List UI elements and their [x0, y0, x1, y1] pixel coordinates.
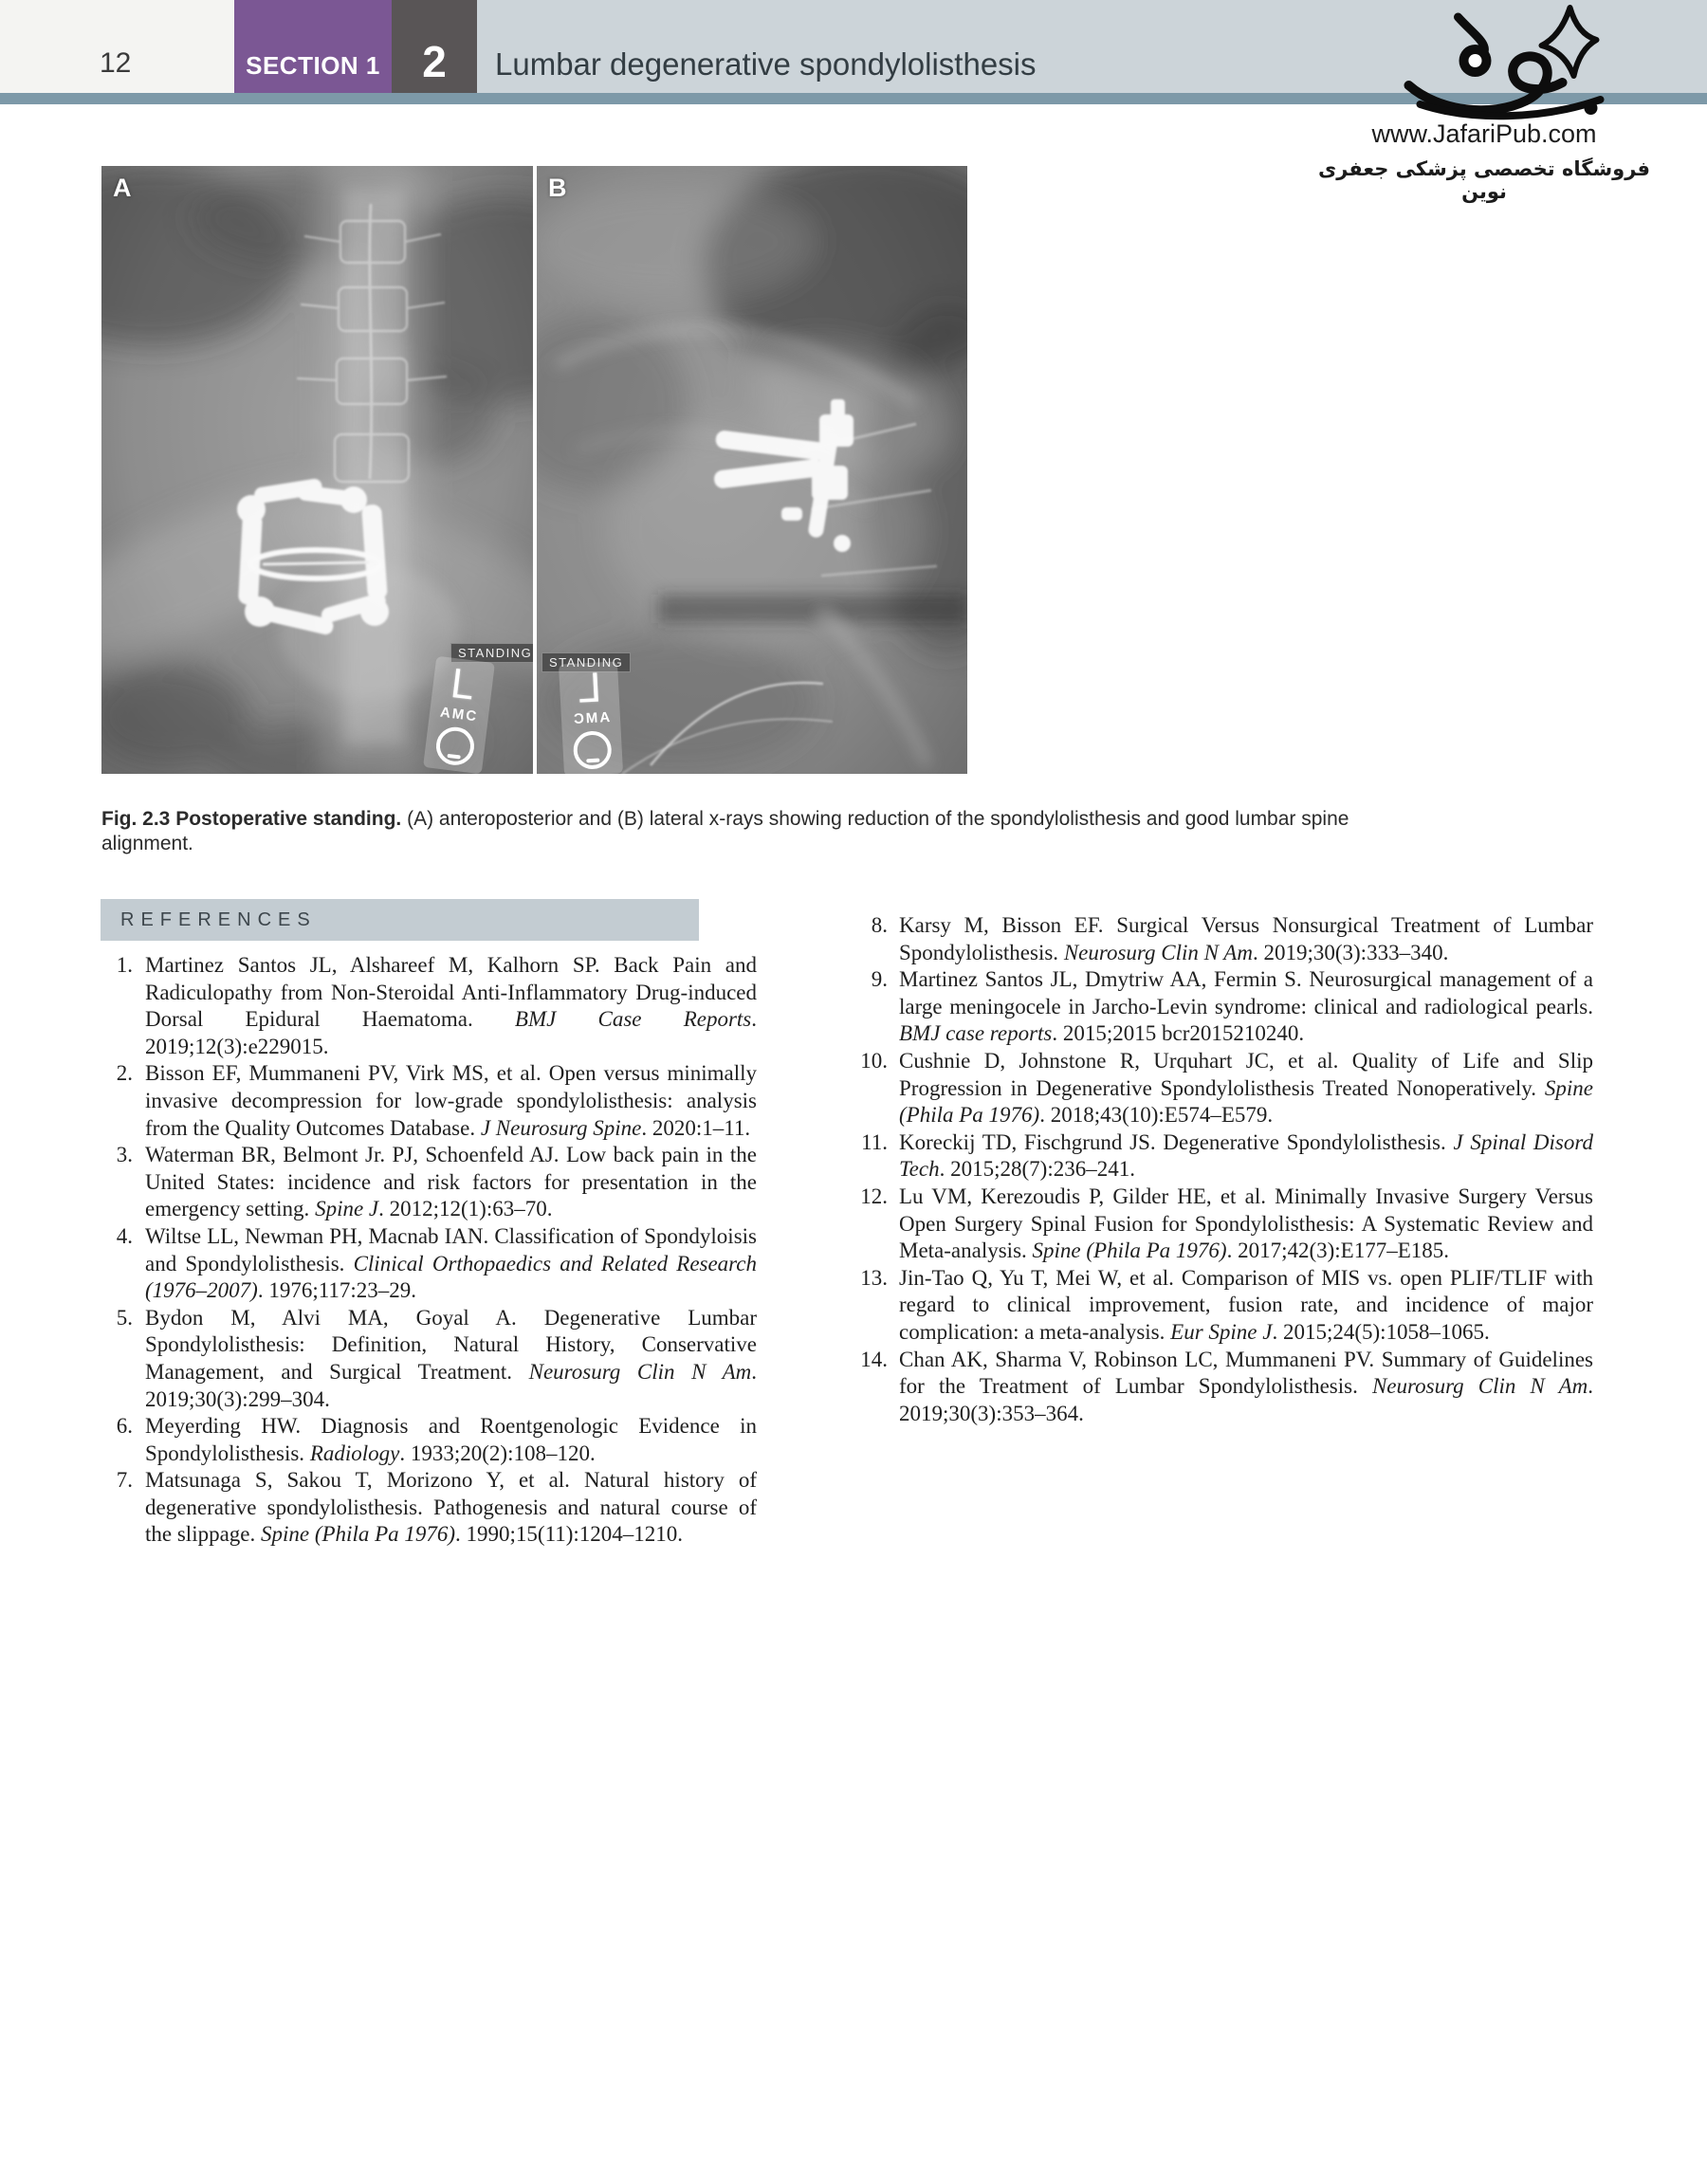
reference-number: 1. — [116, 953, 133, 977]
figure-caption-number: Fig. 2.3 — [101, 808, 171, 830]
reference-number: 13. — [860, 1265, 888, 1290]
reference-text: Bydon M, Alvi MA, Goyal A. Degenerative Lumbar Spondylolisthesis: Definition, Natural History, Conservative Management, and Surgical Treatment. Neurosurg Clin N Am. 2019;30(3):299–304. — [145, 1305, 757, 1411]
reference-number: 5. — [116, 1305, 133, 1330]
reference-item — [101, 1413, 757, 1467]
reference-text: Matsunaga S, Sakou T, Morizono Y, et al. Natural history of degenerative spondylolisthesis. Pathogenesis and natural course of the slippage. Spine (Phila Pa 1976). 1990;15(11):1204–1210. — [145, 1468, 757, 1547]
figure-2-3 — [101, 166, 967, 774]
panel-b-marker-ring-icon — [573, 730, 613, 770]
figure-caption-title: Postoperative standing. — [175, 808, 402, 830]
reference-number: 2. — [116, 1061, 133, 1086]
figure-caption — [101, 807, 1429, 856]
panel-a-left-marker-letter: L — [448, 659, 478, 709]
section-label: SECTION 1 — [246, 51, 380, 80]
panel-b-label: B — [548, 174, 567, 202]
panel-b-left-marker-letter: L — [576, 664, 602, 712]
reference-item — [101, 1060, 757, 1142]
reference-item — [852, 1184, 1593, 1265]
panel-b-marker-text: AMC — [571, 708, 611, 728]
jafari-calligraphy-logo-icon — [1399, 2, 1641, 123]
references-heading-bar — [101, 899, 699, 941]
reference-item — [852, 1129, 1593, 1184]
reference-number: 10. — [860, 1048, 888, 1073]
reference-number: 12. — [860, 1184, 888, 1208]
reference-text: Karsy M, Bisson EF. Surgical Versus Nonsurgical Treatment of Lumbar Spondylolisthesis. Neurosurg Clin N Am. 2019;30(3):333–340. — [899, 913, 1593, 964]
reference-number: 14. — [860, 1347, 888, 1371]
reference-item — [101, 1223, 757, 1305]
panel-a-standing-overlay: STANDING — [450, 643, 533, 663]
reference-text: Koreckij TD, Fischgrund JS. Degenerative Spondylolisthesis. J Spinal Disord Tech. 2015;28(7):236–241. — [899, 1129, 1593, 1182]
reference-text: Meyerding HW. Diagnosis and Roentgenologic Evidence in Spondylolisthesis. Radiology. 1933;20(2):108–120. — [145, 1414, 757, 1465]
panel-a-marker-text: AMC — [439, 704, 480, 725]
reference-item — [852, 1347, 1593, 1428]
reference-number: 9. — [871, 967, 888, 992]
reference-number: 3. — [116, 1143, 133, 1167]
chapter-number: 2 — [422, 37, 447, 86]
reference-number: 6. — [116, 1414, 133, 1439]
publisher-branding — [1304, 0, 1664, 203]
reference-item — [852, 912, 1593, 966]
reference-item — [852, 1048, 1593, 1129]
panel-a-marker-ring-icon — [434, 725, 477, 767]
reference-item — [852, 1265, 1593, 1347]
chapter-number-banner — [392, 0, 477, 93]
section-banner — [234, 0, 392, 93]
reference-text: Martinez Santos JL, Alshareef M, Kalhorn SP. Back Pain and Radiculopathy from Non-Steroidal Anti-Inflammatory Drug-induced Dorsal Epidural Haematoma. BMJ Case Reports. 2019;12(3):e229015. — [145, 953, 757, 1058]
references-heading: REFERENCES — [120, 908, 317, 930]
reference-text: Jin-Tao Q, Yu T, Mei W, et al. Comparison of MIS vs. open PLIF/TLIF with regard to clinical improvement, fusion rate, and incidence of major complication: a meta-analysis. Eur Spine J. 2015;24(5):1058–1065. — [899, 1265, 1593, 1344]
xray-panel-lateral — [537, 166, 967, 774]
references-right-column — [852, 912, 1593, 1427]
reference-item — [101, 1305, 757, 1413]
panel-b-standing-overlay: STANDING — [541, 652, 631, 672]
xray-panel-anteroposterior — [101, 166, 533, 774]
panel-a-label: A — [113, 174, 132, 202]
reference-number: 4. — [116, 1223, 133, 1248]
chapter-title: Lumbar degenerative spondylolisthesis — [495, 46, 1037, 82]
reference-number: 7. — [116, 1468, 133, 1493]
reference-item — [101, 1467, 757, 1549]
references-left-column — [101, 952, 757, 1549]
reference-text: Waterman BR, Belmont Jr. PJ, Schoenfeld AJ. Low back pain in the United States: incidence and risk factors for presentation in the emergency setting. Spine J. 2012;12(1):63–70. — [145, 1143, 757, 1221]
reference-number: 8. — [871, 913, 888, 937]
reference-text: Wiltse LL, Newman PH, Macnab IAN. Classification of Spondyloisis and Spondylolisthesis. Clinical Orthopaedics and Related Research (1976–2007). 1976;117:23–29. — [145, 1223, 757, 1303]
publisher-tagline-farsi: فروشگاه تخصصی پزشکی جعفری نوین — [1317, 157, 1651, 203]
page-number: 12 — [100, 47, 132, 79]
reference-text: Cushnie D, Johnstone R, Urquhart JC, et al. Quality of Life and Slip Progression in Degenerative Spondylolisthesis Treated Nonoperatively. Spine (Phila Pa 1976). 2018;43(10):E574–E579. — [899, 1048, 1593, 1128]
panel-b-side-marker — [559, 661, 623, 774]
reference-item — [101, 1142, 757, 1223]
reference-item — [101, 952, 757, 1060]
reference-number: 11. — [861, 1129, 888, 1154]
header-margin-block — [0, 0, 234, 93]
figure-caption-body: (A) anteroposterior and (B) lateral x-rays showing reduction of the spondylolisthesis and good lumbar spine alignment. — [101, 808, 1349, 854]
reference-text: Chan AK, Sharma V, Robinson LC, Mummaneni PV. Summary of Guidelines for the Treatment of Lumbar Spondylolisthesis. Neurosurg Clin N Am. 2019;30(3):353–364. — [899, 1347, 1593, 1425]
reference-text: Lu VM, Kerezoudis P, Gilder HE, et al. Minimally Invasive Surgery Versus Open Surgery Spinal Fusion for Spondylolisthesis: A Systematic Review and Meta-analysis. Spine (Phila Pa 1976). 2017;42(3):E177–E185. — [899, 1184, 1593, 1263]
reference-text: Bisson EF, Mummaneni PV, Virk MS, et al. Open versus minimally invasive decompression for low-grade spondylolisthesis: analysis from the Quality Outcomes Database. J Neurosurg Spine. 2020:1–11. — [145, 1061, 757, 1140]
reference-item — [852, 966, 1593, 1048]
publisher-website: www.JafariPub.com — [1371, 119, 1597, 148]
reference-text: Martinez Santos JL, Dmytriw AA, Fermin S. Neurosurgical management of a large meningocele in Jarcho-Levin syndrome: clinical and radiological pearls. BMJ case reports. 2015;2015 bcr2015210240. — [899, 967, 1593, 1046]
